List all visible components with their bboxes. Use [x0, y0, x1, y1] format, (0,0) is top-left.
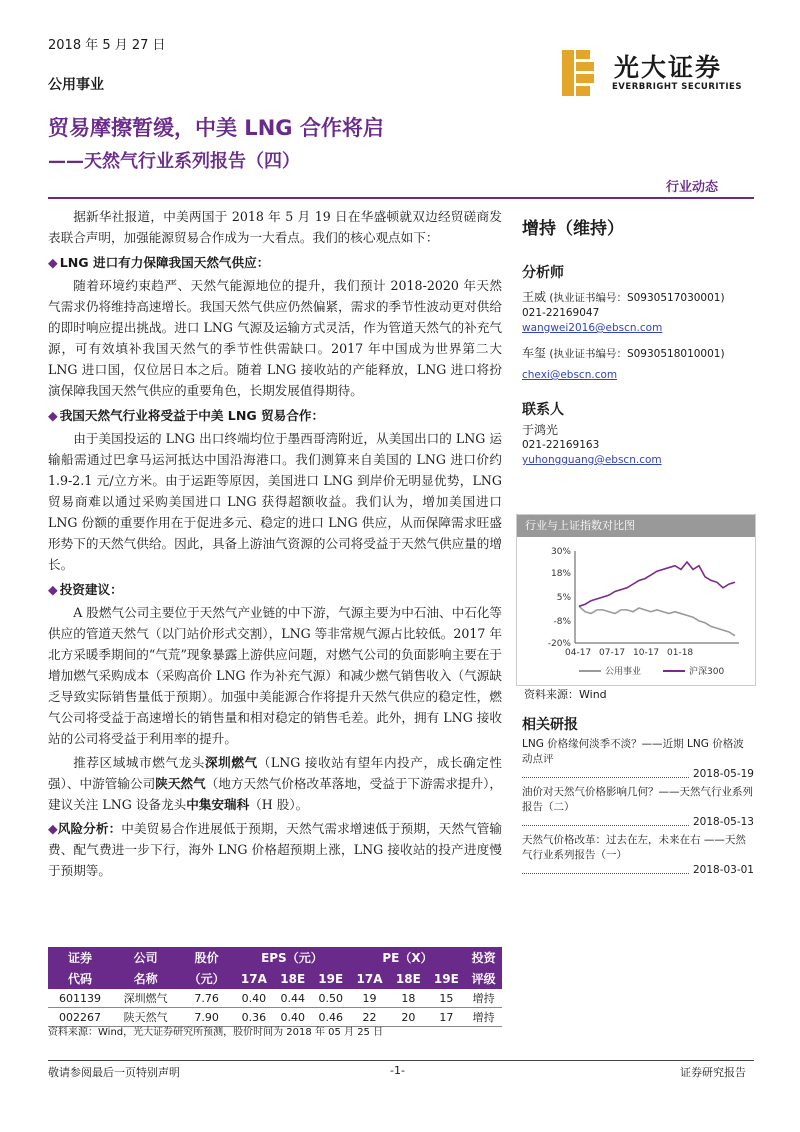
analyst-heading: 分析师 — [522, 265, 564, 281]
diamond-bullet-icon: ◆ — [48, 255, 58, 270]
contact-email[interactable]: yuhongguang@ebscn.com — [522, 454, 662, 466]
col-header: EPS（元） — [234, 947, 350, 968]
risk-paragraph: ◆风险分析：中美贸易合作进展低于预期，天然气需求增速低于预期，天然气管输费、配气费进一步下行，海外 LNG 价格超预期上涨，LNG 接收站的投产进度慢于预期等。 — [48, 821, 503, 878]
y-tick-label: 5% — [556, 593, 571, 603]
comparison-chart — [516, 514, 756, 686]
table-row: 601139 深圳燃气 7.76 0.40 0.44 0.50 19 18 15 增持 — [48, 989, 502, 1008]
chart-svg — [517, 539, 755, 685]
related-research — [522, 718, 754, 881]
paragraph: 随着环境约束趋严、天然气能源地位的提升，我们预计 2018-2020 年天然气需求仍将维持高速增长。我国天然气供应仍然偏紧，需求的季节性波动更对供给的即时响应提出挑战。进口 LNG 气源及运输方式灵活，作为管道天然气的补充气源，可有效填补我国天然气的季节性供需缺口。2017 年中国成为世界第二大 LNG 进口国，仅位居日本之后。随着 LNG 接收站的产能释放，LNG 进口将扮演保障我国天然气供应的重要角色，长期发展值得期待。 — [48, 278, 502, 398]
page-title: 贸易摩擦暂缓，中美 LNG 合作将启 — [48, 116, 384, 140]
x-tick-label: 07-17 — [599, 648, 626, 658]
diamond-bullet-icon: ◆ — [48, 821, 58, 836]
analyst-email[interactable]: wangwei2016@ebscn.com — [522, 322, 663, 334]
analyst-cert: (执业证书编号：S0930518010001) — [549, 348, 725, 360]
diamond-bullet-icon: ◆ — [48, 408, 58, 423]
col-header: 股价 — [179, 947, 234, 968]
table-header-row — [48, 947, 502, 968]
report-type-tag: 行业动态 — [666, 180, 719, 195]
section-title: 投资建议： — [59, 582, 123, 597]
rating: 增持（维持） — [522, 219, 624, 239]
footer-right: 证券研究报告 — [680, 1066, 746, 1079]
everbright-logo — [560, 48, 760, 98]
y-tick-label: 30% — [550, 547, 571, 557]
list-item[interactable] — [522, 737, 754, 782]
list-item[interactable] — [522, 833, 754, 878]
logo-mark-icon — [560, 48, 604, 98]
y-tick-label: -8% — [553, 616, 571, 627]
analyst-phone: 021-22169047 — [522, 307, 600, 319]
col-header: PE（X） — [350, 947, 466, 968]
footer-divider — [48, 1060, 754, 1061]
report-date: 2018 年 5 月 27 日 — [48, 38, 166, 53]
legend-label: 沪深300 — [689, 667, 725, 677]
section-title: 我国天然气行业将受益于中美 LNG 贸易合作： — [59, 408, 325, 423]
contact-heading: 联系人 — [522, 402, 564, 418]
col-header: 公司 — [112, 947, 179, 968]
logo-english: EVERBRIGHT SECURITIES — [612, 82, 742, 92]
section-title: 风险分析： — [57, 821, 122, 836]
table-source: 资料来源：Wind，光大证券研究所预测，股价时间为 2018 年 05 月 25 日 — [48, 1027, 384, 1038]
legend-label: 公用事业 — [605, 667, 642, 677]
analyst-email[interactable]: chexi@ebscn.com — [522, 369, 618, 381]
section-lng-import — [48, 251, 502, 275]
col-header: 证券 — [48, 947, 112, 968]
chart-title: 行业与上证指数对比图 — [517, 515, 755, 537]
x-tick-label: 10-17 — [633, 648, 660, 658]
related-date: 2018-03-01 — [692, 864, 754, 876]
section-investment — [48, 578, 502, 602]
list-item[interactable] — [522, 785, 754, 830]
x-tick-label: 01-18 — [667, 648, 694, 658]
contact-phone: 021-22169163 — [522, 439, 600, 451]
analyst-name: 车玺 — [522, 346, 547, 360]
page-subtitle: ——天然气行业系列报告（四） — [48, 151, 300, 172]
related-date: 2018-05-13 — [692, 816, 754, 828]
series-line — [579, 562, 735, 606]
series-line — [579, 606, 735, 635]
header-divider — [48, 197, 754, 199]
table-header-row: 代码 名称 （元） 17A 18E 19E 17A 18E 19E 评级 — [48, 968, 502, 989]
y-tick-label: 18% — [550, 569, 571, 580]
related-heading: 相关研报 — [522, 717, 578, 733]
paragraph: A 股燃气公司主要位于天然气产业链的中下游，气源主要为中石油、中石化等供应的管道天然气（以门站价形式交割），LNG 等非常规气源占比较低。2017 年北方采暖季期间的“气荒”现象暴露上游供应问题，对燃气公司的负面影响主要在于增加燃气采购成本（采购高价 LNG 作为补充气源）和减少燃气销售收入（气源缺乏导致实际销售量低于预期）。加强中美能源合作将提升天然气供应的稳定性，燃气公司将受益于高速增长的销售量和相对稳定的销售毛差。此外，拥有 LNG 接收站的公司将受益于利用率的提升。 — [48, 605, 502, 746]
page-number: -1- — [390, 1064, 405, 1077]
related-title[interactable]: 天然气价格改革：过去在左，未来在右 ——天然气行业系列报告（一） — [522, 834, 746, 861]
intro-paragraph: 据新华社报道，中美两国于 2018 年 5 月 19 日在华盛顿就双边经贸磋商发表联合声明，加强能源贸易合作成为一大看点。我们的核心观点如下： — [48, 209, 502, 245]
related-title[interactable]: LNG 价格缘何淡季不淡？——近期 LNG 价格波动点评 — [522, 738, 744, 765]
paragraph: 由于美国投运的 LNG 出口终端均位于墨西哥湾附近，从美国出口的 LNG 运输船需通过巴拿马运河抵达中国沿海港口。我们测算来自美国的 LNG 进口价约 1.9-2.1 元/立方米。由于运距等原因，美国进口 LNG 到岸价无明显优势，LNG 贸易商难以通过采购美国进口 LNG 获得超额收益。我们认为，增加美国进口 LNG 份额的重要作用在于促进多元、稳定的进口 LNG 供应，从而保障需求旺盛形势下的天然气供给。因此，具备上游油气资源的公司将受益于天然气供应量的增长。 — [48, 431, 502, 572]
x-tick-label: 04-17 — [565, 648, 592, 658]
analyst-cert: (执业证书编号：S0930517030001) — [549, 292, 725, 304]
report-body — [48, 206, 502, 881]
recommendation-paragraph: 推荐区域城市燃气龙头深圳燃气（LNG 接收站有望年内投产，成长确定性强）、中游管输公司陕天然气（地方天然气价格改革落地，受益于下游需求提升），建议关注 LNG 设备龙头中集安瑞科（H 股）。 — [48, 755, 503, 812]
diamond-bullet-icon: ◆ — [48, 582, 58, 597]
section-title: LNG 进口有力保障我国天然气供应： — [59, 255, 270, 270]
section-trade — [48, 404, 502, 428]
contact-name: 于鸿光 — [522, 423, 559, 437]
logo-chinese: 光大证券 — [614, 53, 723, 82]
analyst-block — [522, 262, 754, 468]
col-header: 投资 — [465, 947, 502, 968]
related-title[interactable]: 油价对天然气价格影响几何？——天然气行业系列报告（二） — [522, 786, 753, 813]
chart-source: 资料来源：Wind — [524, 688, 607, 701]
sector-label: 公用事业 — [48, 77, 104, 93]
footer-disclaimer: 敬请参阅最后一页特别声明 — [48, 1066, 180, 1079]
y-tick-label: -20% — [547, 639, 571, 649]
stock-table — [48, 947, 502, 1027]
analyst-name: 王威 — [522, 290, 547, 304]
related-date: 2018-05-19 — [692, 768, 754, 780]
table-row: 002267 陕天然气 7.90 0.36 0.40 0.46 22 20 17 增持 — [48, 1008, 502, 1027]
